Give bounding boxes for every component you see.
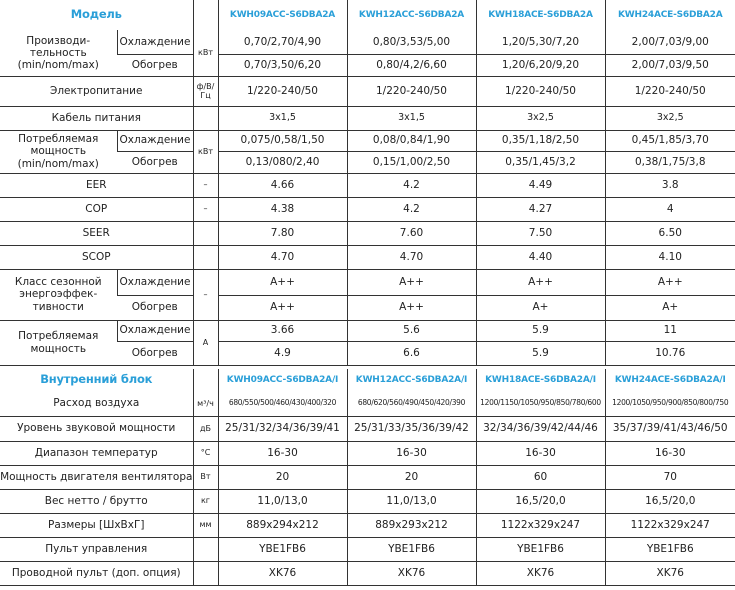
value-cell: 3x1,5 bbox=[218, 106, 347, 130]
value-cell: 680/620/560/490/450/420/390 bbox=[347, 391, 476, 416]
value-cell: 0,38/1,75/3,8 bbox=[605, 151, 735, 173]
value-cell: A++ bbox=[218, 295, 347, 320]
value-cell: 0,15/1,00/2,50 bbox=[347, 151, 476, 173]
row-label: SCOP bbox=[0, 245, 193, 269]
mode-label: Охлаждение bbox=[117, 269, 193, 295]
model-header: KWH18ACE-S6DBA2A bbox=[476, 0, 605, 30]
value-cell: 0,70/2,70/4,90 bbox=[218, 30, 347, 54]
capacity-label: Производи-тельность (min/nom/max) bbox=[0, 30, 117, 76]
value-cell: 0,13/080/2,40 bbox=[218, 151, 347, 173]
row-label: Электропитание bbox=[0, 76, 193, 106]
value-cell: A++ bbox=[347, 295, 476, 320]
value-cell: 1,20/5,30/7,20 bbox=[476, 30, 605, 54]
unit-label bbox=[193, 106, 218, 130]
value-cell: 16,5/20,0 bbox=[605, 489, 735, 513]
model-header: KWH24ACE-S6DBA2A/I bbox=[605, 369, 735, 391]
model-header: KWH18ACE-S6DBA2A/I bbox=[476, 369, 605, 391]
model-header: KWH12ACC-S6DBA2A/I bbox=[347, 369, 476, 391]
dims-row bbox=[0, 513, 735, 537]
unit-label: кВт bbox=[193, 30, 218, 76]
value-cell: 0,08/0,84/1,90 bbox=[347, 130, 476, 151]
value-cell: 0,80/4,2/6,60 bbox=[347, 54, 476, 76]
unit-label: – bbox=[193, 269, 218, 320]
current-label: Потребляемая мощность bbox=[0, 320, 117, 365]
wired-remote-row bbox=[0, 561, 735, 585]
value-cell: 2,00/7,03/9,00 bbox=[605, 30, 735, 54]
value-cell: 1/220-240/50 bbox=[476, 76, 605, 106]
row-label: Кабель питания bbox=[0, 106, 193, 130]
value-cell: YBE1FB6 bbox=[476, 537, 605, 561]
value-cell: YBE1FB6 bbox=[218, 537, 347, 561]
unit-label: м³/ч bbox=[193, 391, 218, 416]
value-cell: 1/220-240/50 bbox=[347, 76, 476, 106]
model-header: KWH12ACC-S6DBA2A bbox=[347, 0, 476, 30]
value-cell: YBE1FB6 bbox=[605, 537, 735, 561]
value-cell: 0,45/1,85/3,70 bbox=[605, 130, 735, 151]
row-label: Размеры [ШхВхГ] bbox=[0, 513, 193, 537]
value-cell: 25/31/33/35/36/39/42 bbox=[347, 416, 476, 441]
row-label: EER bbox=[0, 173, 193, 197]
value-cell: 4.66 bbox=[218, 173, 347, 197]
value-cell: 4.38 bbox=[218, 197, 347, 221]
value-cell: 4.70 bbox=[347, 245, 476, 269]
value-cell: 10.76 bbox=[605, 341, 735, 365]
weight-row bbox=[0, 489, 735, 513]
current-cool-row bbox=[0, 320, 735, 341]
unit-label: °С bbox=[193, 441, 218, 465]
model-header: KWH09ACC-S6DBA2A bbox=[218, 0, 347, 30]
airflow-row bbox=[0, 391, 735, 416]
model-header: KWH09ACC-S6DBA2A/I bbox=[218, 369, 347, 391]
unit-label: мм bbox=[193, 513, 218, 537]
value-cell: 6.6 bbox=[347, 341, 476, 365]
unit-label: кВт bbox=[193, 130, 218, 173]
row-label: Вес нетто / брутто bbox=[0, 489, 193, 513]
row-label: COP bbox=[0, 197, 193, 221]
unit-label bbox=[193, 245, 218, 269]
consumption-label: Потребляемая мощность (min/nom/max) bbox=[0, 130, 117, 173]
unit-label: – bbox=[193, 173, 218, 197]
value-cell: 4.9 bbox=[218, 341, 347, 365]
value-cell: 3x2,5 bbox=[476, 106, 605, 130]
indoor-spec-table bbox=[0, 369, 735, 586]
unit-label bbox=[193, 561, 218, 585]
value-cell: 4.40 bbox=[476, 245, 605, 269]
value-cell: A++ bbox=[218, 269, 347, 295]
value-cell: A++ bbox=[347, 269, 476, 295]
unit-label bbox=[193, 221, 218, 245]
value-cell: 0,35/1,18/2,50 bbox=[476, 130, 605, 151]
value-cell: 1/220-240/50 bbox=[218, 76, 347, 106]
temp-range-row bbox=[0, 441, 735, 465]
mode-label: Обогрев bbox=[117, 54, 193, 76]
noise-row bbox=[0, 416, 735, 441]
value-cell: 6.50 bbox=[605, 221, 735, 245]
value-cell: 3x2,5 bbox=[605, 106, 735, 130]
value-cell: XK76 bbox=[347, 561, 476, 585]
value-cell: 4.10 bbox=[605, 245, 735, 269]
value-cell: 16,5/20,0 bbox=[476, 489, 605, 513]
value-cell: XK76 bbox=[218, 561, 347, 585]
value-cell: 4.2 bbox=[347, 173, 476, 197]
value-cell: 70 bbox=[605, 465, 735, 489]
value-cell: 60 bbox=[476, 465, 605, 489]
unit-label: – bbox=[193, 197, 218, 221]
value-cell: 16-30 bbox=[476, 441, 605, 465]
unit-label: А bbox=[193, 320, 218, 365]
value-cell: XK76 bbox=[605, 561, 735, 585]
row-label: Мощность двигателя вентилятора bbox=[0, 465, 193, 489]
row-label: SEER bbox=[0, 221, 193, 245]
value-cell: 20 bbox=[347, 465, 476, 489]
value-cell: XK76 bbox=[476, 561, 605, 585]
value-cell: 16-30 bbox=[605, 441, 735, 465]
value-cell: 7.80 bbox=[218, 221, 347, 245]
value-cell: 32/34/36/39/42/44/46 bbox=[476, 416, 605, 441]
unit-label: Вт bbox=[193, 465, 218, 489]
value-cell: 16-30 bbox=[218, 441, 347, 465]
value-cell: 7.50 bbox=[476, 221, 605, 245]
value-cell: 1122x329x247 bbox=[605, 513, 735, 537]
value-cell: A++ bbox=[605, 269, 735, 295]
value-cell: 0,80/3,53/5,00 bbox=[347, 30, 476, 54]
value-cell: 5.6 bbox=[347, 320, 476, 341]
cop-row bbox=[0, 197, 735, 221]
value-cell: 11,0/13,0 bbox=[347, 489, 476, 513]
fan-motor-row bbox=[0, 465, 735, 489]
value-cell: 4 bbox=[605, 197, 735, 221]
value-cell: 1200/1050/950/900/850/800/750 bbox=[605, 391, 735, 416]
value-cell: 35/37/39/41/43/46/50 bbox=[605, 416, 735, 441]
row-label: Пульт управления bbox=[0, 537, 193, 561]
value-cell: 7.60 bbox=[347, 221, 476, 245]
value-cell: 680/550/500/460/430/400/320 bbox=[218, 391, 347, 416]
mode-label: Обогрев bbox=[117, 295, 193, 320]
value-cell: 1,20/6,20/9,20 bbox=[476, 54, 605, 76]
value-cell: 889x294x212 bbox=[218, 513, 347, 537]
unit-label: кг bbox=[193, 489, 218, 513]
value-cell: 25/31/32/34/36/39/41 bbox=[218, 416, 347, 441]
outdoor-header-row bbox=[0, 0, 735, 30]
value-cell: 5.9 bbox=[476, 320, 605, 341]
value-cell: 1200/1150/1050/950/850/780/600 bbox=[476, 391, 605, 416]
mode-label: Обогрев bbox=[117, 151, 193, 173]
row-label: Расход воздуха bbox=[0, 391, 193, 416]
indoor-header-row bbox=[0, 369, 735, 391]
unit-label: ф/В/Гц bbox=[193, 76, 218, 106]
mode-label: Охлаждение bbox=[117, 320, 193, 341]
value-cell: 4.49 bbox=[476, 173, 605, 197]
value-cell: A+ bbox=[476, 295, 605, 320]
value-cell: 0,70/3,50/6,20 bbox=[218, 54, 347, 76]
unit-label bbox=[193, 537, 218, 561]
unit-label: дБ bbox=[193, 416, 218, 441]
seer-row bbox=[0, 221, 735, 245]
section-title-model: Модель bbox=[70, 7, 122, 22]
value-cell: YBE1FB6 bbox=[347, 537, 476, 561]
value-cell: 4.27 bbox=[476, 197, 605, 221]
value-cell: A++ bbox=[476, 269, 605, 295]
value-cell: 16-30 bbox=[347, 441, 476, 465]
season-class-cool-row bbox=[0, 269, 735, 295]
value-cell: 889x293x212 bbox=[347, 513, 476, 537]
value-cell: 3x1,5 bbox=[347, 106, 476, 130]
value-cell: 5.9 bbox=[476, 341, 605, 365]
mode-label: Охлаждение bbox=[117, 130, 193, 151]
value-cell: 0,35/1,45/3,2 bbox=[476, 151, 605, 173]
value-cell: 20 bbox=[218, 465, 347, 489]
remote-row bbox=[0, 537, 735, 561]
eer-row bbox=[0, 173, 735, 197]
consumption-cool-row bbox=[0, 130, 735, 151]
row-label: Проводной пульт (доп. опция) bbox=[0, 561, 193, 585]
season-class-label: Класс сезонной энергоэффек-тивности bbox=[0, 269, 117, 320]
value-cell: 3.8 bbox=[605, 173, 735, 197]
model-header: KWH24ACE-S6DBA2A bbox=[605, 0, 735, 30]
value-cell: 0,075/0,58/1,50 bbox=[218, 130, 347, 151]
value-cell: 11,0/13,0 bbox=[218, 489, 347, 513]
value-cell: 2,00/7,03/9,50 bbox=[605, 54, 735, 76]
value-cell: 4.2 bbox=[347, 197, 476, 221]
mode-label: Охлаждение bbox=[117, 30, 193, 54]
capacity-cool-row bbox=[0, 30, 735, 54]
value-cell: 1/220-240/50 bbox=[605, 76, 735, 106]
mode-label: Обогрев bbox=[117, 341, 193, 365]
row-label: Диапазон температур bbox=[0, 441, 193, 465]
value-cell: 1122x329x247 bbox=[476, 513, 605, 537]
value-cell: 4.70 bbox=[218, 245, 347, 269]
value-cell: 3.66 bbox=[218, 320, 347, 341]
section-title-indoor: Внутренний блок bbox=[40, 372, 153, 387]
power-supply-row bbox=[0, 76, 735, 106]
row-label: Уровень звуковой мощности bbox=[0, 416, 193, 441]
value-cell: 11 bbox=[605, 320, 735, 341]
cable-row bbox=[0, 106, 735, 130]
value-cell: A+ bbox=[605, 295, 735, 320]
scop-row bbox=[0, 245, 735, 269]
